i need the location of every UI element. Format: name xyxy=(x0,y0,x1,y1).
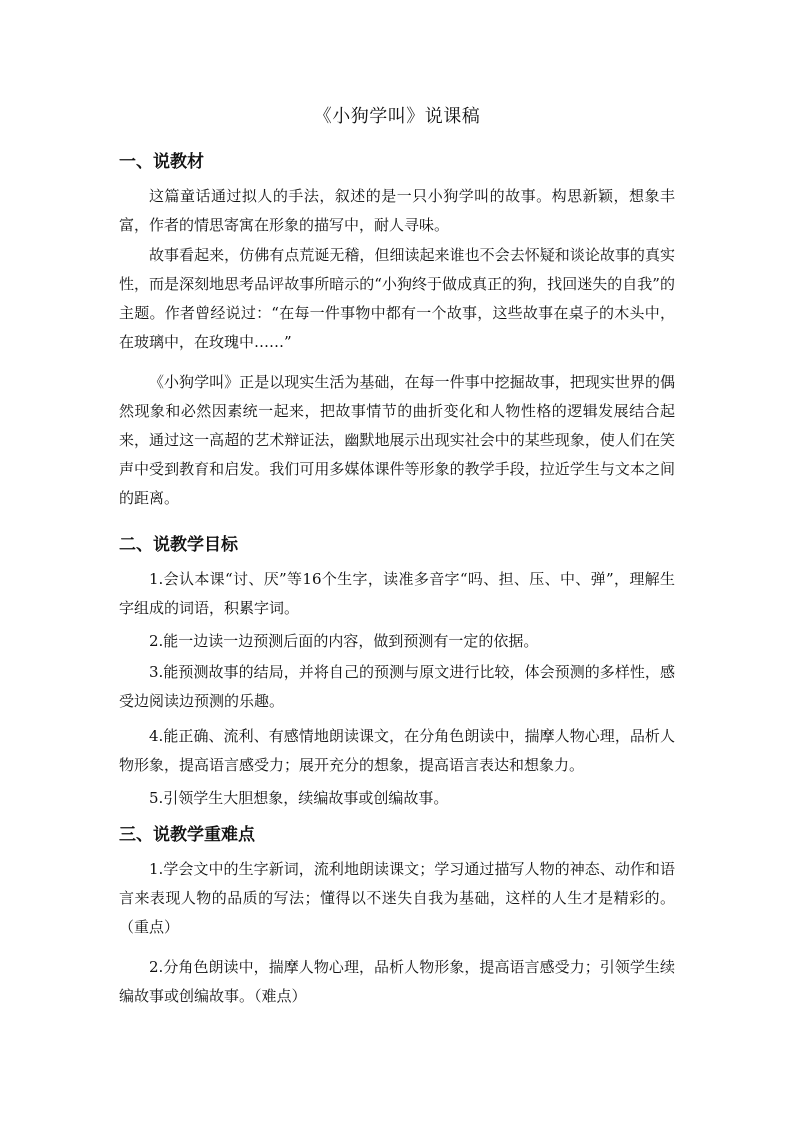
paragraph: 故事看起来，仿佛有点荒诞无稽，但细读起来谁也不会去怀疑和谈论故事的真实性，而是深刻地思考品评故事所暗示的“小狗终于做成真正的狗，找回迷失的自我”的主题。作者曾经说过：“在每一件事物中都有一个故事，这些故事在桌子的木头中，在玻璃中，在玫瑰中……” xyxy=(119,246,675,351)
paragraph: 3.能预测故事的结局，并将自己的预测与原文进行比较，体会预测的多样性，感受边阅读边预测的乐趣。 xyxy=(119,663,675,710)
paragraph: 《小狗学叫》正是以现实生活为基础，在每一件事中挖掘故事，把现实世界的偶然现象和必然因素统一起来，把故事情节的曲折变化和人物性格的逻辑发展结合起来，通过这一高超的艺术辩证法，幽默地展示出现实社会中的某些现象，使人们在笑声中受到教育和启发。我们可用多媒体课件等形象的教学手段，拉近学生与文本之间的距离。 xyxy=(119,373,675,507)
paragraph: 1.会认本课“讨、厌”等16个生字，读准多音字“吗、担、压、中、弹”，理解生字组成的词语，积累字词。 xyxy=(119,570,675,617)
paragraph: 1.学会文中的生字新词，流利地朗读课文；学习通过描写人物的神态、动作和语言来表现人物的品质的写法；懂得以不迷失自我为基础，这样的人生才是精彩的。（重点） xyxy=(119,860,675,936)
paragraph: 2.能一边读一边预测后面的内容，做到预测有一定的依据。 xyxy=(149,632,539,650)
section-heading-key-difficult-points: 三、说教学重难点 xyxy=(119,825,255,845)
paragraph: 5.引领学生大胆想象，续编故事或创编故事。 xyxy=(149,789,449,807)
document-title: 《小狗学叫》说课稿 xyxy=(313,106,481,127)
paragraph: 4.能正确、流利、有感情地朗读课文，在分角色朗读中，揣摩人物心理，品析人物形象，提高语言感受力；展开充分的想象，提高语言表达和想象力。 xyxy=(119,727,675,774)
section-heading-teaching-objectives: 二、说教学目标 xyxy=(119,535,238,555)
section-heading-teaching-material: 一、说教材 xyxy=(119,152,204,172)
paragraph: 2.分角色朗读中，揣摩人物心理，品析人物形象，提高语言感受力；引领学生续编故事或创编故事。（难点） xyxy=(119,958,675,1005)
paragraph: 这篇童话通过拟人的手法，叙述的是一只小狗学叫的故事。构思新颖，想象丰富，作者的情思寄寓在形象的描写中，耐人寻味。 xyxy=(119,187,675,234)
